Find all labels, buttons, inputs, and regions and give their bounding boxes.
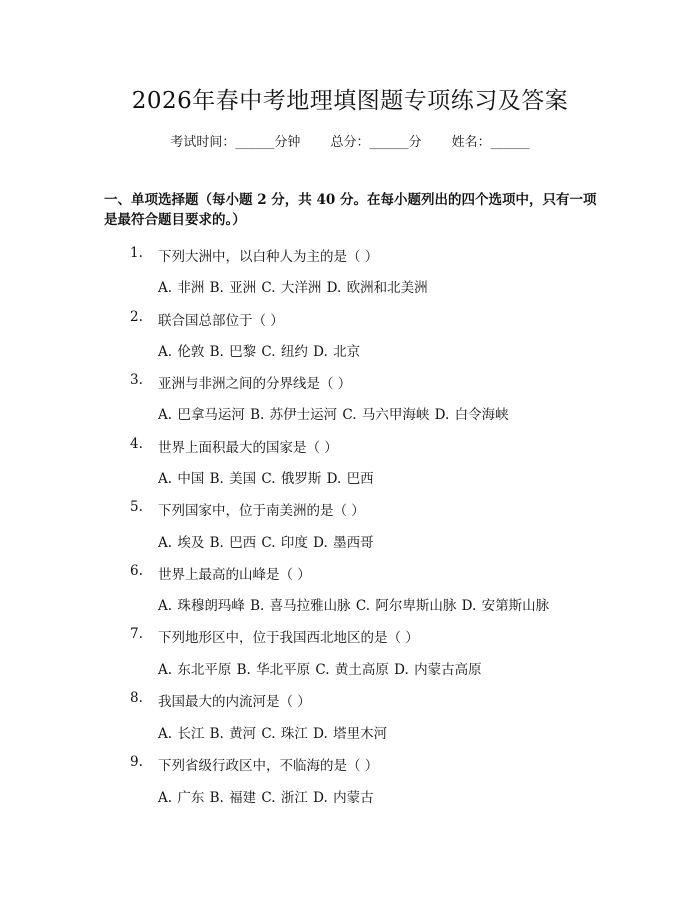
question-text: 我国最大的内流河是（ ） bbox=[158, 694, 311, 710]
exam-info-line bbox=[0, 131, 700, 150]
question-number: 5. bbox=[130, 499, 143, 515]
question-options: A. 东北平原 B. 华北平原 C. 黄土高原 D. 内蒙古高原 bbox=[158, 662, 482, 678]
question-number: 3. bbox=[130, 372, 143, 388]
question-options: A. 长江 B. 黄河 C. 珠江 D. 塔里木河 bbox=[158, 726, 388, 742]
question-text: 下列地形区中，位于我国西北地区的是（ ） bbox=[158, 630, 419, 646]
question-options: A. 珠穆朗玛峰 B. 喜马拉雅山脉 C. 阿尔卑斯山脉 D. 安第斯山脉 bbox=[158, 598, 550, 614]
question-options: A. 广东 B. 福建 C. 浙江 D. 内蒙古 bbox=[158, 790, 374, 806]
total-score-field: 总分：______分 bbox=[330, 135, 422, 150]
question-options: A. 伦敦 B. 巴黎 C. 纽约 D. 北京 bbox=[158, 344, 361, 360]
student-name-field: 姓名：______ bbox=[451, 135, 530, 150]
question-number: 1. bbox=[130, 245, 143, 261]
exam-time-field: 考试时间：______分钟 bbox=[170, 135, 301, 150]
question-number: 2. bbox=[130, 309, 143, 325]
question-number: 8. bbox=[130, 690, 143, 706]
question-number: 7. bbox=[130, 626, 143, 642]
question-options: A. 巴拿马运河 B. 苏伊士运河 C. 马六甲海峡 D. 白令海峡 bbox=[158, 407, 509, 423]
question-options: A. 非洲 B. 亚洲 C. 大洋洲 D. 欧洲和北美洲 bbox=[158, 280, 428, 296]
page-title: 2026年春中考地理填图题专项练习及答案 bbox=[131, 88, 569, 114]
question-options: A. 中国 B. 美国 C. 俄罗斯 D. 巴西 bbox=[158, 471, 374, 487]
question-text: 世界上最高的山峰是（ ） bbox=[158, 567, 311, 583]
question-number: 4. bbox=[130, 436, 143, 452]
question-text: 下列国家中，位于南美洲的是（ ） bbox=[158, 503, 365, 519]
question-number: 9. bbox=[130, 754, 143, 770]
question-text: 下列大洲中，以白种人为主的是（ ） bbox=[158, 249, 379, 265]
question-text: 下列省级行政区中，不临海的是（ ） bbox=[158, 758, 379, 774]
question-options: A. 埃及 B. 巴西 C. 印度 D. 墨西哥 bbox=[158, 535, 374, 551]
question-text: 亚洲与非洲之间的分界线是（ ） bbox=[158, 376, 352, 392]
question-number: 6. bbox=[130, 563, 143, 579]
section-heading: 一、单项选择题（每小题 2 分，共 40 分。在每小题列出的四个选项中，只有一项是最符合题目要求的。） bbox=[104, 192, 597, 228]
question-text: 世界上面积最大的国家是（ ） bbox=[158, 440, 338, 456]
question-text: 联合国总部位于（ ） bbox=[158, 313, 284, 329]
